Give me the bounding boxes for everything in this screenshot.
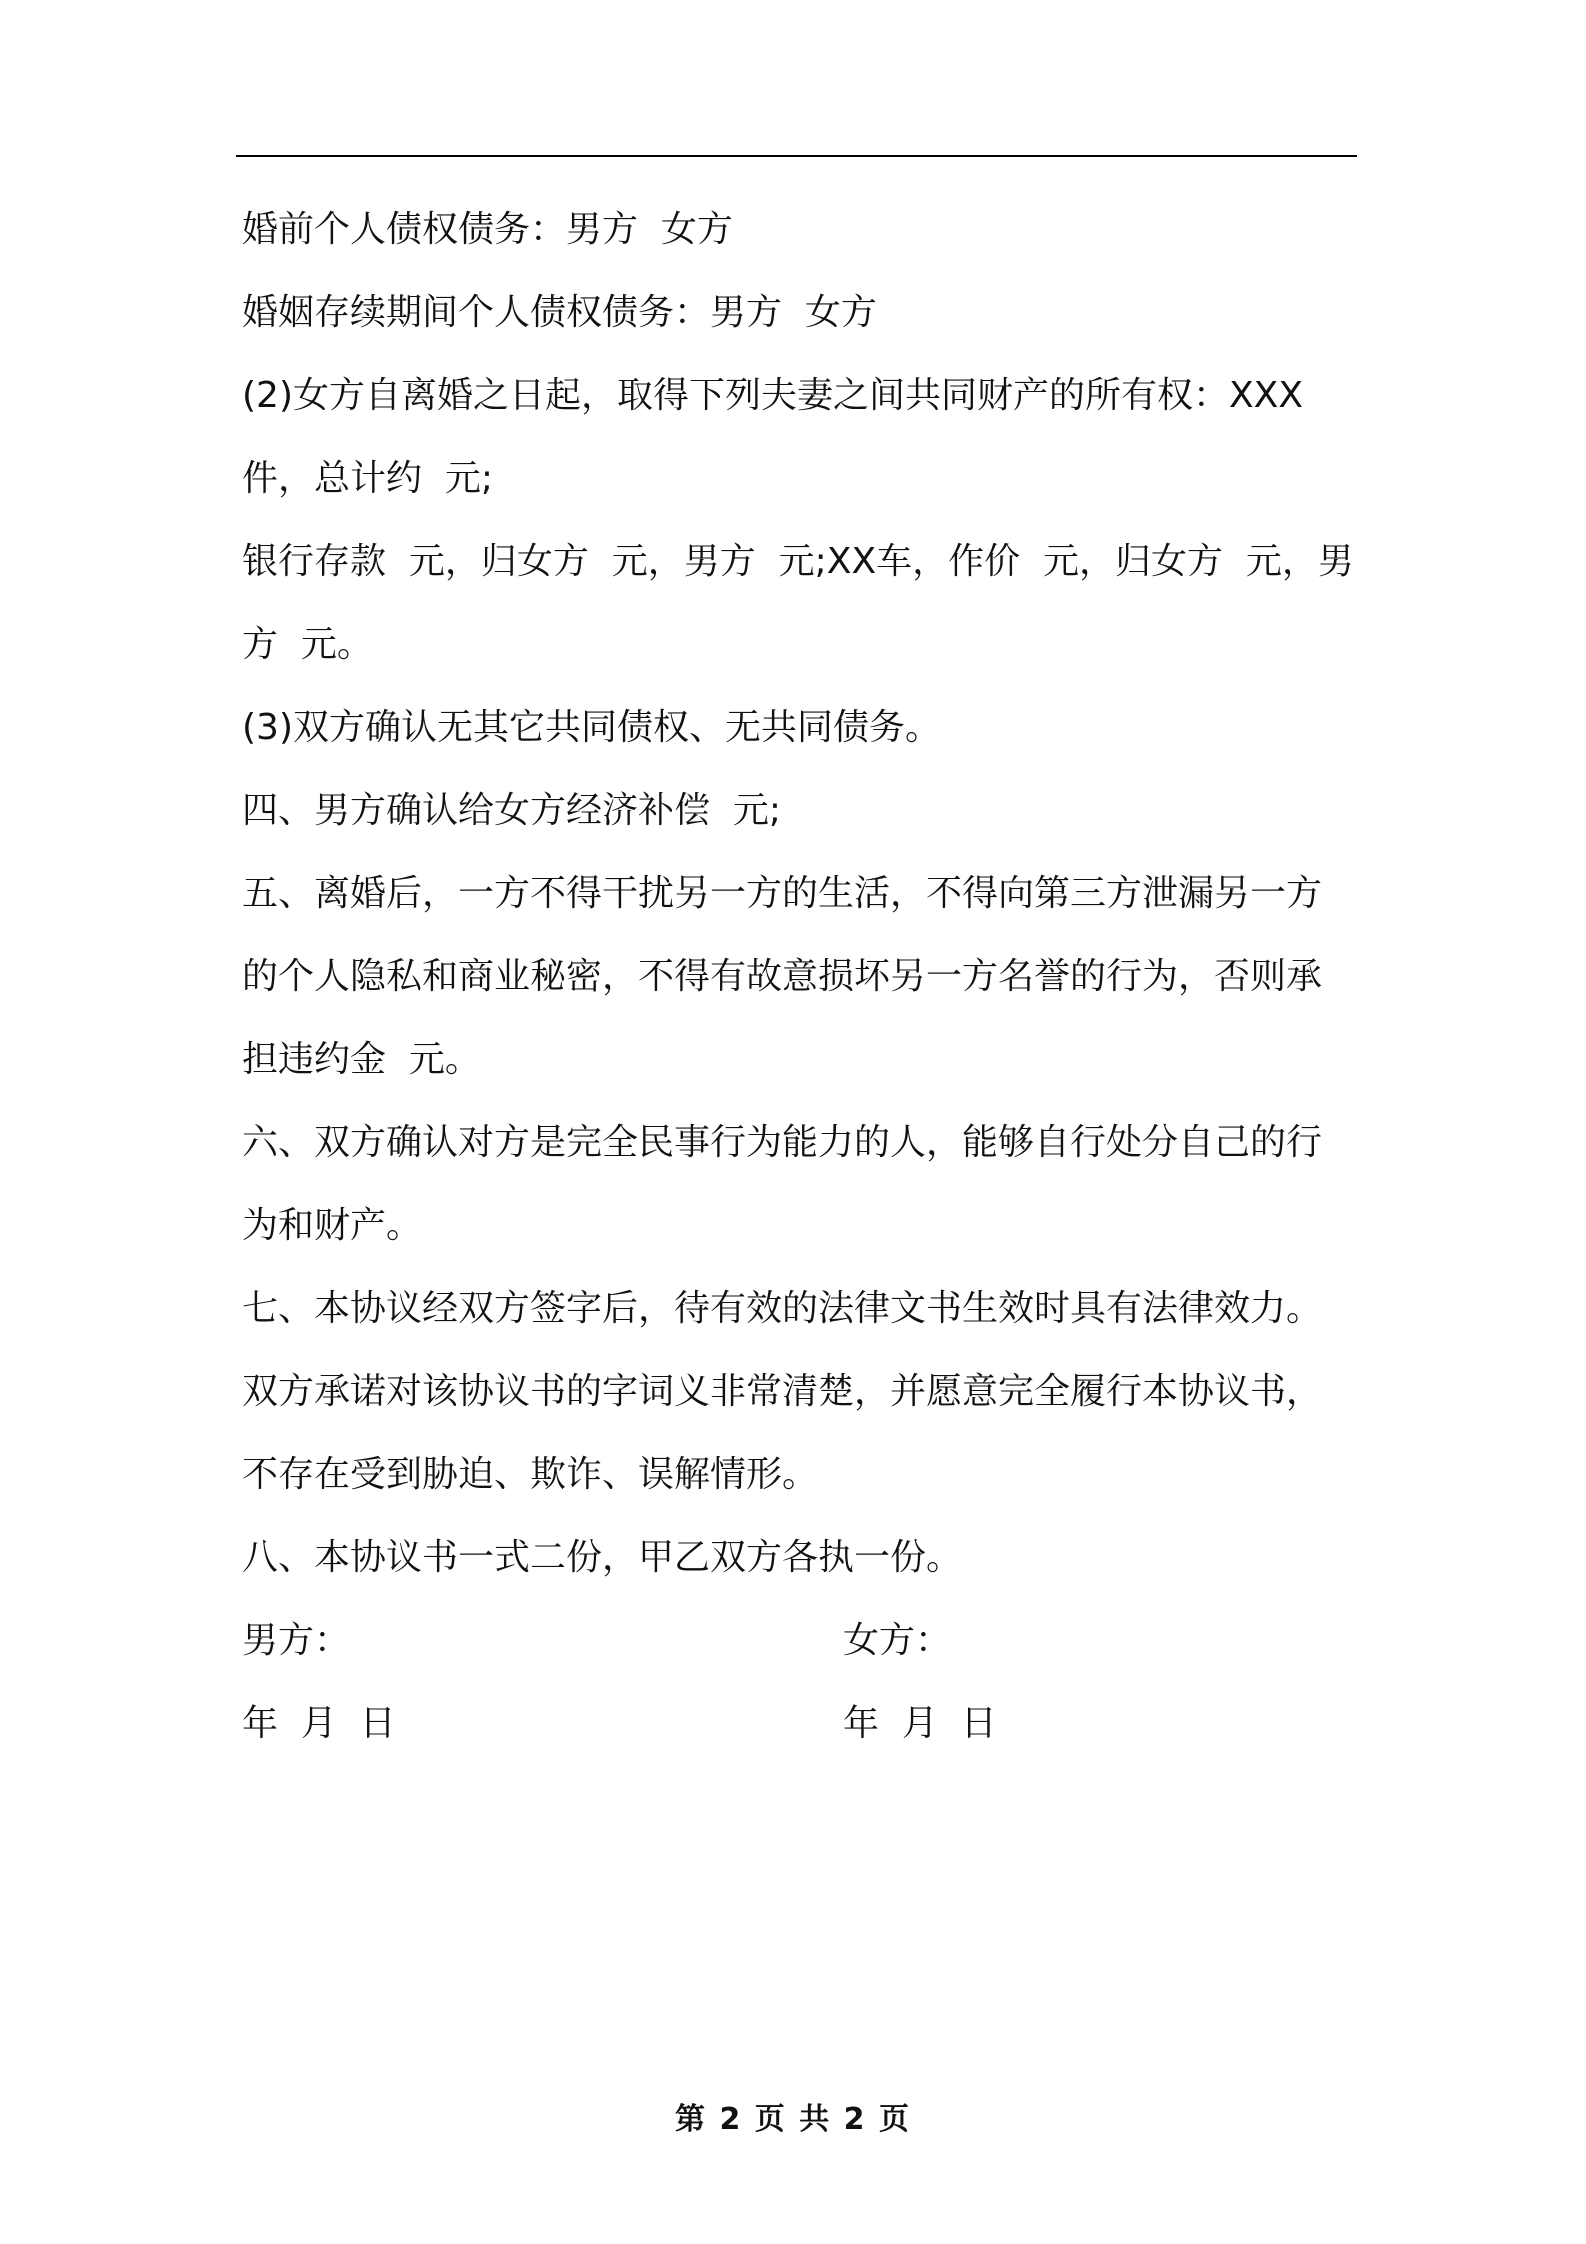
paragraph-commitment: 双方承诺对该协议书的字词义非常清楚，并愿意完全履行本协议书，不存在受到胁迫、欺诈、误解情形。 — [242, 1371, 1323, 1495]
paragraph-premarital-debts: 婚前个人债权债务：男方 女方 — [242, 209, 733, 250]
paragraph-clause-3: (3)双方确认无其它共同债权、无共同债务。 — [242, 707, 941, 748]
paragraph-bank-deposit: 银行存款 元，归女方 元，男方 元;XX车，作价 元，归女方 元，男方 元。 — [242, 541, 1354, 665]
paragraph-clause-2: (2)女方自离婚之日起，取得下列夫妻之间共同财产的所有权：XXX件，总计约 元; — [242, 375, 1303, 499]
paragraph-article-6: 六、双方确认对方是完全民事行为能力的人，能够自行处分自己的行为和财产。 — [242, 1122, 1323, 1246]
paragraph-article-5: 五、离婚后，一方不得干扰另一方的生活，不得向第三方泄漏另一方的个人隐私和商业秘密，不得有故意损坏另一方名誉的行为，否则承担违约金 元。 — [242, 873, 1323, 1080]
page-number-footer: 第 2 页 共 2 页 — [675, 2102, 911, 2137]
paragraph-article-7: 七、本协议经双方签字后，待有效的法律文书生效时具有法律效力。 — [242, 1288, 1323, 1329]
female-signature-label: 女方： — [843, 1620, 952, 1661]
paragraph-article-8: 八、本协议书一式二份，甲乙双方各执一份。 — [242, 1537, 963, 1578]
female-date: 年 月 日 — [843, 1703, 997, 1744]
male-signature-label: 男方： — [242, 1620, 351, 1661]
male-date: 年 月 日 — [242, 1703, 396, 1744]
signature-row — [242, 1599, 1357, 1682]
paragraph-article-4: 四、男方确认给女方经济补偿 元; — [242, 790, 782, 831]
header-rule — [236, 155, 1357, 157]
document-body — [242, 188, 1357, 1765]
paragraph-marital-debts: 婚姻存续期间个人债权债务：男方 女方 — [242, 292, 877, 333]
date-row — [242, 1682, 1357, 1765]
